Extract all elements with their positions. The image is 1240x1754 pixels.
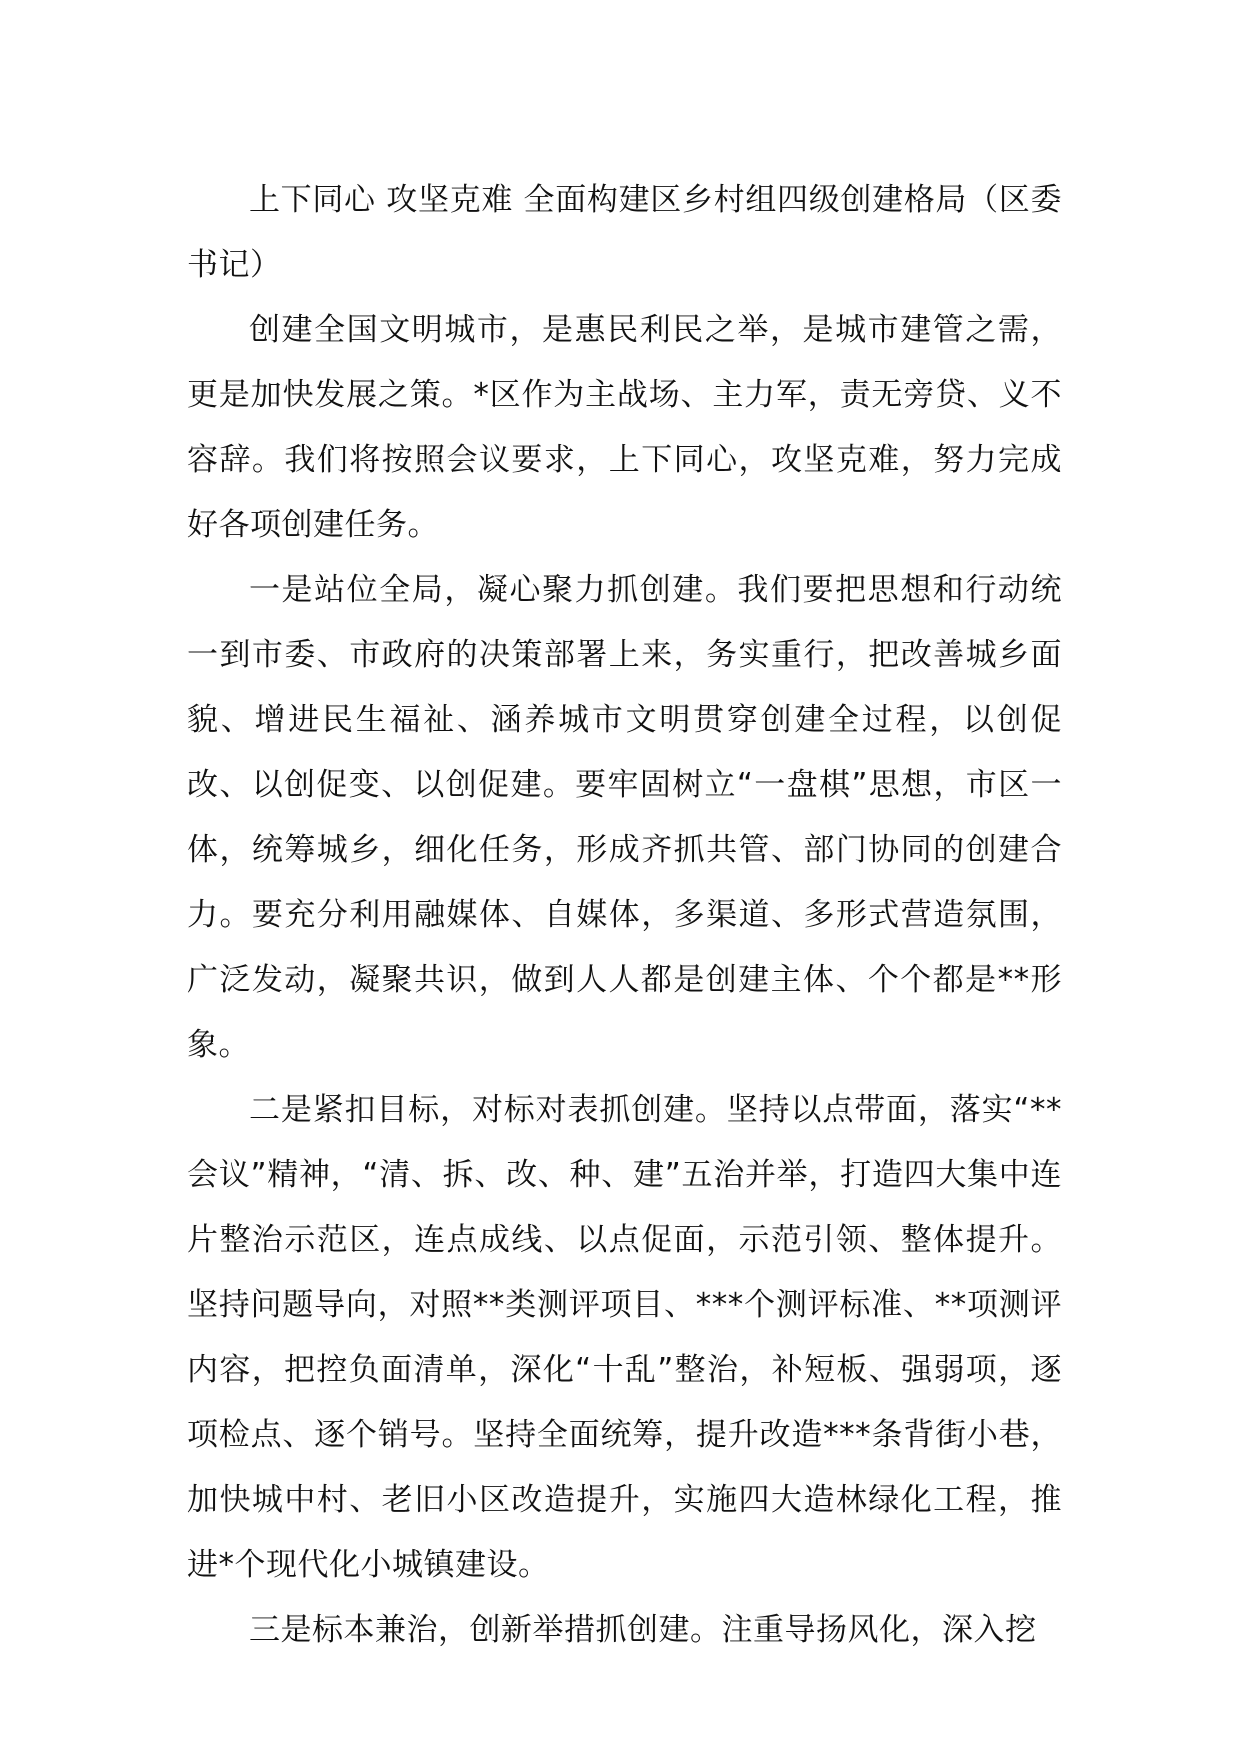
document-title: 上下同心 攻坚克难 全面构建区乡村组四级创建格局（区委书记） <box>187 182 1062 283</box>
paragraph-point-two: 二是紧扣目标，对标对表抓创建。坚持以点带面，落实“**会议”精神，“清、拆、改、种、建”五治并举，打造四大集中连片整治示范区，连点成线、以点促面，示范引领、整体提升。坚持问题导向，对照**类测评项目、***个测评标准、**项测评内容，把控负面清单，深化“十乱”整治，补短板、强弱项，逐项检点、逐个销号。坚持全面统筹，提升改造***条背街小巷，加快城中村、老旧小区改造提升，实施四大造林绿化工程，推进*个现代化小城镇建设。 <box>187 1092 1062 1583</box>
document-body <box>187 168 1062 1663</box>
paragraph-intro: 创建全国文明城市，是惠民利民之举，是城市建管之需，更是加快发展之策。*区作为主战场、主力军，责无旁贷、义不容辞。我们将按照会议要求，上下同心，攻坚克难，努力完成好各项创建任务。 <box>187 312 1062 543</box>
paragraph-point-three: 三是标本兼治，创新举措抓创建。注重导扬风化，深入挖 <box>249 1612 1037 1648</box>
paragraph-point-one: 一是站位全局，凝心聚力抓创建。我们要把思想和行动统一到市委、市政府的决策部署上来，务实重行，把改善城乡面貌、增进民生福祉、涵养城市文明贯穿创建全过程，以创促改、以创促变、以创促建。要牢固树立“一盘棋”思想，市区一体，统筹城乡，细化任务，形成齐抓共管、部门协同的创建合力。要充分利用融媒体、自媒体，多渠道、多形式营造氛围，广泛发动，凝聚共识，做到人人都是创建主体、个个都是**形象。 <box>187 572 1062 1063</box>
